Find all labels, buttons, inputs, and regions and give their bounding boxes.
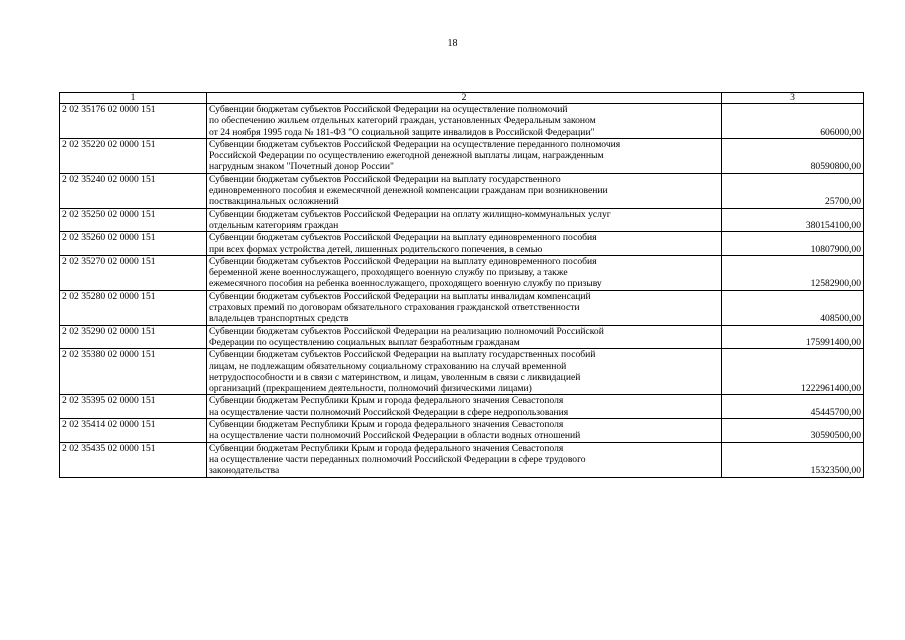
revenue-name-line: от 24 ноября 1995 года № 181-ФЗ "О социальной защите инвалидов в Российской Федерации" bbox=[209, 126, 595, 138]
amount-cell: 45445700,00 bbox=[722, 395, 864, 419]
revenue-code-cell: 2 02 35395 02 0000 151 bbox=[60, 395, 207, 419]
revenue-name-line: лицам, не подлежащим обязательному социальному страхованию на случай временной bbox=[209, 360, 567, 372]
revenue-code-cell: 2 02 35270 02 0000 151 bbox=[60, 255, 207, 290]
revenue-name-line: Субвенции бюджетам субъектов Российской Федерации на выплату единовременного пособия bbox=[209, 255, 597, 267]
table-row bbox=[60, 419, 864, 443]
revenue-name-line: Субвенции бюджетам субъектов Российской Федерации на осуществление полномочий bbox=[209, 104, 568, 115]
amount-cell: 10807900,00 bbox=[722, 232, 864, 256]
table-row bbox=[60, 138, 864, 173]
revenue-name-line: при всех формах устройства детей, лишенных родительского попечения, в семью bbox=[209, 243, 543, 255]
revenue-name-line: ежемесячного пособия на ребенка военнослужащего, проходящего военную службу по призыву bbox=[209, 278, 602, 290]
revenue-name-line: Субвенции бюджетам субъектов Российской Федерации на выплату государственного bbox=[209, 173, 561, 185]
budget-table bbox=[59, 92, 864, 478]
revenue-code-cell: 2 02 35380 02 0000 151 bbox=[60, 349, 207, 395]
page-number: 18 bbox=[447, 38, 458, 49]
revenue-name-cell bbox=[207, 173, 722, 208]
revenue-code-cell: 2 02 35240 02 0000 151 bbox=[60, 173, 207, 208]
revenue-name-line: единовременного пособия и ежемесячной денежной компенсации гражданам при возникновении bbox=[209, 185, 608, 197]
revenue-code-cell: 2 02 35435 02 0000 151 bbox=[60, 442, 207, 477]
revenue-name-line: Субвенции бюджетам Республики Крым и города федерального значения Севастополя bbox=[209, 395, 564, 407]
revenue-name-line: Федерации по осуществлению социальных выплат безработным гражданам bbox=[209, 336, 520, 348]
revenue-code-cell: 2 02 35414 02 0000 151 bbox=[60, 419, 207, 443]
revenue-name-line: Субвенции бюджетам субъектов Российской Федерации на выплату государственных пособий bbox=[209, 349, 596, 361]
revenue-name-cell bbox=[207, 442, 722, 477]
amount-cell: 380154100,00 bbox=[722, 208, 864, 232]
revenue-name-line: Субвенции бюджетам субъектов Российской Федерации на реализацию полномочий Российской bbox=[209, 325, 604, 337]
header-column-2: 2 bbox=[207, 93, 722, 104]
revenue-code-cell: 2 02 35260 02 0000 151 bbox=[60, 232, 207, 256]
revenue-name-line: Субвенции бюджетам субъектов Российской Федерации на осуществление переданного полномочия bbox=[209, 138, 621, 150]
revenue-name-line: организаций (прекращением деятельности, полномочий физическими лицами) bbox=[209, 383, 532, 395]
revenue-name-cell bbox=[207, 395, 722, 419]
table-row bbox=[60, 208, 864, 232]
revenue-name-line: на осуществление части переданных полномочий Российской Федерации в сфере трудового bbox=[209, 453, 586, 465]
revenue-name-line: Субвенции бюджетам субъектов Российской Федерации на выплаты инвалидам компенсаций bbox=[209, 290, 591, 302]
header-row bbox=[60, 93, 864, 104]
table-row bbox=[60, 442, 864, 477]
revenue-name-line: на осуществление части полномочий Российской Федерации в сфере недропользования bbox=[209, 406, 569, 418]
table-header bbox=[60, 93, 864, 104]
header-column-1: 1 bbox=[60, 93, 207, 104]
revenue-name-cell bbox=[207, 104, 722, 139]
revenue-code-cell: 2 02 35250 02 0000 151 bbox=[60, 208, 207, 232]
table-row bbox=[60, 255, 864, 290]
amount-cell: 1222961400,00 bbox=[722, 349, 864, 395]
revenue-name-line: Субвенции бюджетам Республики Крым и города федерального значения Севастополя bbox=[209, 419, 564, 431]
revenue-name-line: по обеспечению жильем отдельных категорий граждан, установленных Федеральным законом bbox=[209, 115, 596, 127]
revenue-name-cell bbox=[207, 138, 722, 173]
revenue-name-line: законодательства bbox=[209, 465, 280, 477]
amount-cell: 12582900,00 bbox=[722, 255, 864, 290]
table-row bbox=[60, 104, 864, 139]
revenue-name-line: Субвенции бюджетам Республики Крым и города федерального значения Севастополя bbox=[209, 442, 564, 454]
revenue-name-line: страховых премий по договорам обязательного страхования гражданской ответственности bbox=[209, 302, 580, 314]
table-row bbox=[60, 395, 864, 419]
revenue-code-cell: 2 02 35220 02 0000 151 bbox=[60, 138, 207, 173]
revenue-name-cell bbox=[207, 349, 722, 395]
table-row bbox=[60, 349, 864, 395]
revenue-name-line: Российской Федерации по осуществлению ежегодной денежной выплаты лицам, награжденным bbox=[209, 150, 604, 162]
amount-cell: 30590500,00 bbox=[722, 419, 864, 443]
revenue-name-line: Субвенции бюджетам субъектов Российской Федерации на оплату жилищно-коммунальных услуг bbox=[209, 208, 611, 220]
revenue-code-cell: 2 02 35280 02 0000 151 bbox=[60, 290, 207, 325]
revenue-name-line: поствакцинальных осложнений bbox=[209, 196, 339, 208]
amount-cell: 15323500,00 bbox=[722, 442, 864, 477]
revenue-name-line: отдельным категориям граждан bbox=[209, 219, 339, 231]
amount-cell: 25700,00 bbox=[722, 173, 864, 208]
table-row bbox=[60, 325, 864, 349]
revenue-name-line: владельцев транспортных средств bbox=[209, 313, 349, 325]
revenue-name-cell bbox=[207, 232, 722, 256]
revenue-name-line: Субвенции бюджетам субъектов Российской Федерации на выплату единовременного пособия bbox=[209, 232, 597, 244]
revenue-name-line: беременной жене военнослужащего, проходящего военную службу по призыву, а также bbox=[209, 267, 568, 279]
revenue-name-line: нетрудоспособности и в связи с материнством, и лицам, уволенным в связи с ликвидацией bbox=[209, 371, 581, 383]
table-row bbox=[60, 173, 864, 208]
amount-cell: 80590800,00 bbox=[722, 138, 864, 173]
revenue-code-cell: 2 02 35176 02 0000 151 bbox=[60, 104, 207, 139]
revenue-name-cell bbox=[207, 290, 722, 325]
header-column-3: 3 bbox=[722, 93, 864, 104]
revenue-name-line: нагрудным знаком "Почетный донор России" bbox=[209, 161, 394, 173]
revenue-name-cell bbox=[207, 255, 722, 290]
revenue-name-cell bbox=[207, 419, 722, 443]
amount-cell: 408500,00 bbox=[722, 290, 864, 325]
revenue-code-cell: 2 02 35290 02 0000 151 bbox=[60, 325, 207, 349]
amount-cell: 175991400,00 bbox=[722, 325, 864, 349]
table-body bbox=[60, 104, 864, 478]
revenue-name-cell bbox=[207, 325, 722, 349]
table-row bbox=[60, 232, 864, 256]
table-row bbox=[60, 290, 864, 325]
amount-cell: 606000,00 bbox=[722, 104, 864, 139]
revenue-name-cell bbox=[207, 208, 722, 232]
revenue-name-line: на осуществление части полномочий Российской Федерации в области водных отношений bbox=[209, 430, 581, 442]
